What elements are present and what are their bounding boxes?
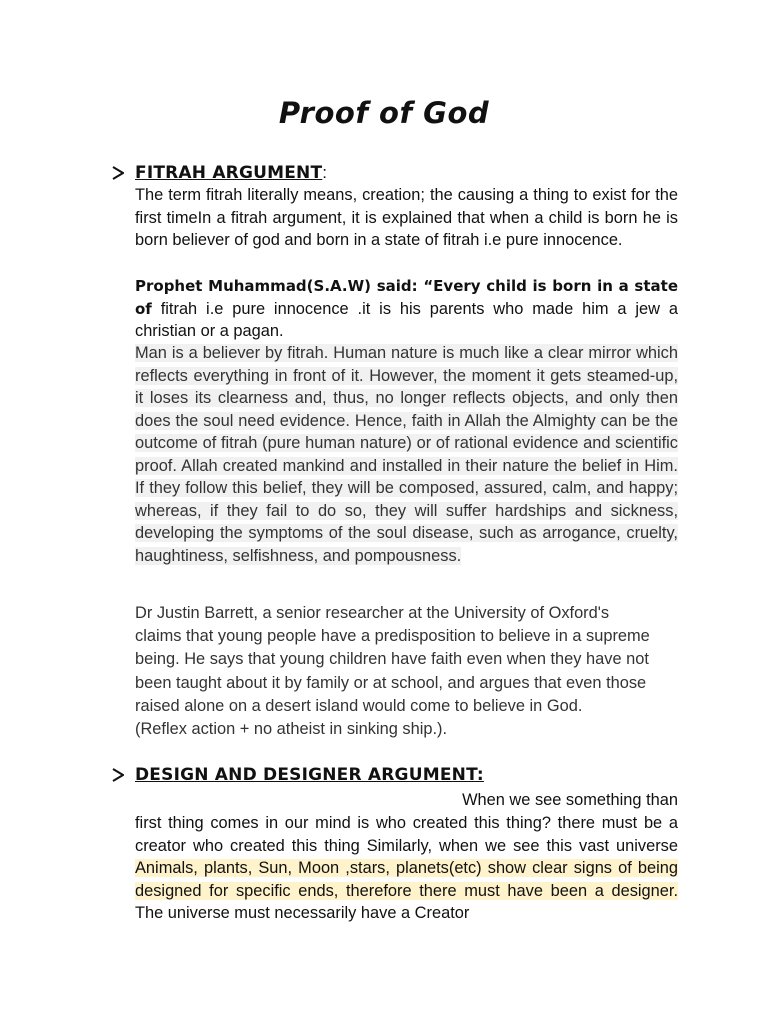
fitrah-definition-paragraph: [135, 184, 678, 252]
prophet-quote-paragraph: [135, 275, 678, 343]
design-text-a: first thing comes in our mind is who created this thing? there must be a creator who created this thing Similarly, when we see this vast universe: [135, 814, 678, 855]
barrett-line: raised alone on a desert island would come to believe in God.: [135, 696, 583, 715]
heading-text: DESIGN AND DESIGNER ARGUMENT:: [135, 765, 484, 785]
heading-colon: :: [322, 163, 328, 182]
barrett-line: claims that young people have a predisposition to believe in a supreme: [135, 627, 650, 646]
section-heading-fitrah: [112, 163, 327, 183]
barrett-paragraph: [135, 602, 695, 741]
intro-text: When we see something than: [462, 791, 678, 809]
design-intro-line: [135, 789, 678, 812]
shaded-paragraph-text: Man is a believer by fitrah. Human nature is much like a clear mirror which reflects everything in front of it. However, the moment it gets steamed-up, it loses its clearness and, thus, no longer reflects objects, and only then does the soul need evidence. Hence, faith in Allah the Almighty can be the outcome of fitrah (pure human nature) or of rational evidence and scientific proof. Allah created mankind and installed in their nature the belief in Him. If they follow this belief, they will be composed, assured, calm, and happy; whereas, if they fail to do so, they will suffer hardships and sickness, developing the symptoms of the soul disease, such as arrogance, cruelty, haughtiness, selfishness, and pompousness.: [135, 344, 678, 565]
section-heading-design: [112, 765, 484, 785]
design-paragraph: [135, 812, 678, 925]
barrett-line: being. He says that young children have faith even when they have not: [135, 650, 649, 669]
barrett-line: Dr Justin Barrett, a senior researcher at the University of Oxford's: [135, 604, 610, 622]
paragraph-text: The term fitrah literally means, creation; the causing a thing to exist for the first timeIn a fitrah argument, it is explained that when a child is born he is born believer of god and born in a state of fitrah i.e pure innocence.: [135, 186, 678, 249]
arrow-bullet-icon: [112, 768, 124, 782]
design-text-b: The universe must necessarily have a Creator: [135, 904, 470, 922]
arrow-bullet-icon: [112, 166, 124, 180]
heading-text: FITRAH ARGUMENT: [135, 163, 323, 183]
fitrah-explanation-paragraph: [135, 342, 678, 567]
page-title: Proof of God: [278, 96, 490, 130]
quote-bold-text: Prophet Muhammad(S.A.W) said: “Every child is born in a state of: [135, 277, 678, 318]
highlighted-text: Animals, plants, Sun, Moon ,stars, planets(etc) show clear signs of being designed for specific ends, therefore there must have been a designer.: [135, 859, 678, 900]
barrett-line: been taught about it by family or at school, and argues that even those: [135, 673, 647, 692]
quote-rest-text: fitrah i.e pure innocence .it is his parents who made him a jew a christian or a pagan.: [135, 299, 678, 340]
barrett-line: (Reflex action + no atheist in sinking ship.).: [135, 720, 448, 739]
